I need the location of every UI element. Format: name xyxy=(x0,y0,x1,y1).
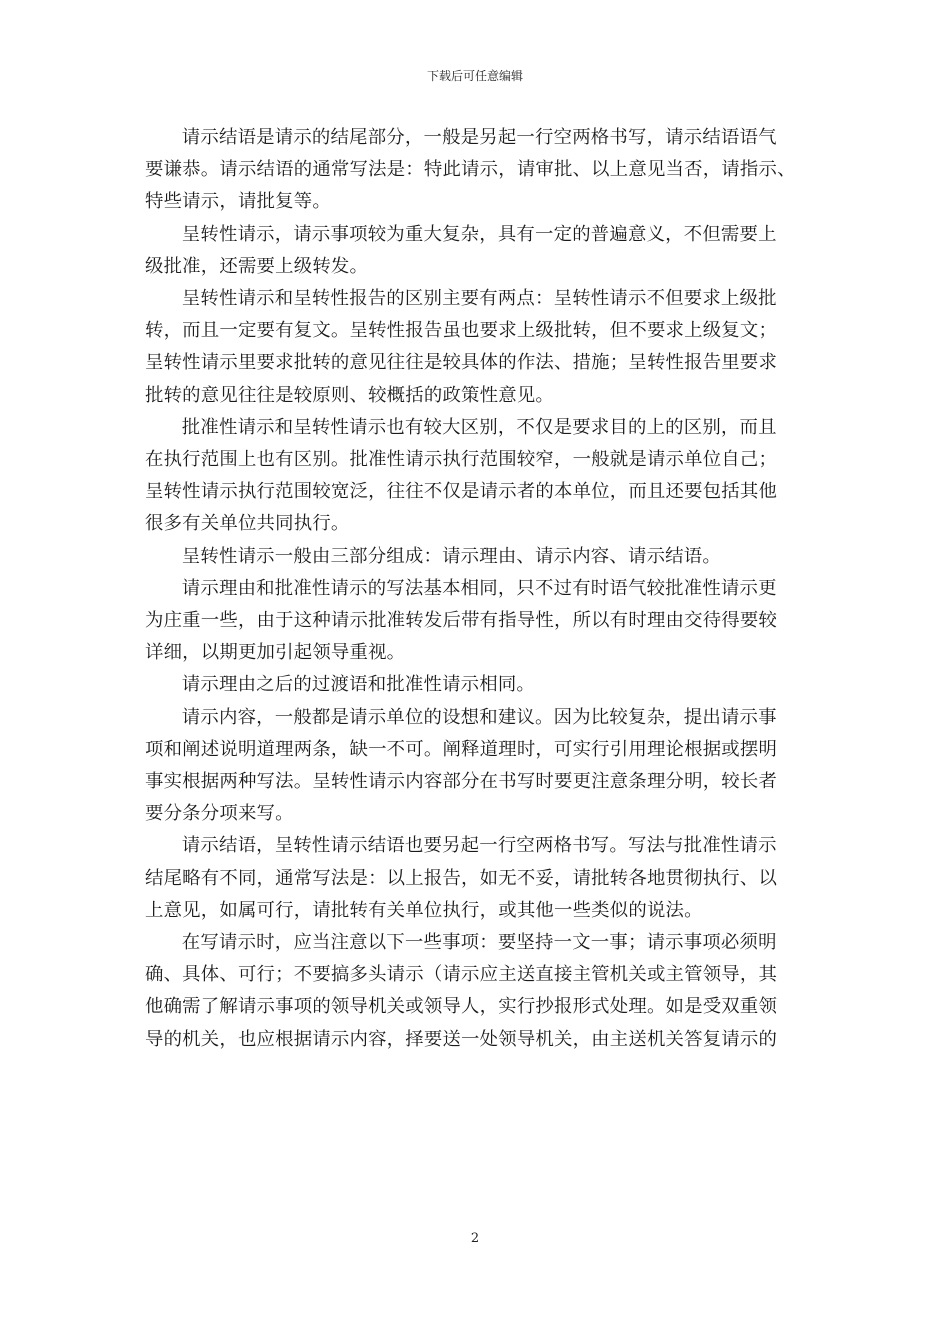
paragraph xyxy=(145,669,810,701)
text-line: 为庄重一些，由于这种请示批准转发后带有指导性，所以有时理由交待得要较 xyxy=(145,610,778,632)
text-line: 级批准，还需要上级转发。 xyxy=(145,255,369,277)
text-line: 事实根据两种写法。呈转性请示内容部分在书写时要更注意条理分明，较长者 xyxy=(145,771,778,793)
text-line: 请示理由之后的过渡语和批准性请示相同。 xyxy=(181,674,536,696)
paragraph xyxy=(145,412,810,541)
text-line: 上意见，如属可行，请批转有关单位执行，或其他一些类似的说法。 xyxy=(145,899,703,921)
text-line: 请示结语，呈转性请示结语也要另起一行空两格书写。写法与批准性请示 xyxy=(181,835,777,857)
paragraph xyxy=(145,830,810,927)
text-line: 导的机关，也应根据请示内容，择要送一处领导机关，由主送机关答复请示的 xyxy=(145,1028,778,1050)
text-line: 请示内容，一般都是请示单位的设想和建议。因为比较复杂，提出请示事 xyxy=(181,706,777,728)
text-line: 特些请示，请批复等。 xyxy=(145,191,331,213)
text-line: 呈转性请示一般由三部分组成：请示理由、请示内容、请示结语。 xyxy=(181,545,721,567)
text-line: 呈转性请示和呈转性报告的区别主要有两点：呈转性请示不但要求上级批 xyxy=(181,288,777,310)
paragraph xyxy=(145,702,810,831)
text-line: 项和阐述说明道理两条，缺一不可。阐释道理时，可实行引用理论根据或摆明 xyxy=(145,738,778,760)
text-line: 呈转性请示，请示事项较为重大复杂，具有一定的普遍意义，不但需要上 xyxy=(181,223,777,245)
text-line: 请示结语是请示的结尾部分，一般是另起一行空两格书写，请示结语语气 xyxy=(181,127,777,148)
text-line: 在执行范围上也有区别。批准性请示执行范围较窄，一般就是请示单位自己； xyxy=(145,449,778,471)
document-body xyxy=(145,122,810,1056)
text-line: 呈转性请示里要求批转的意见往往是较具体的作法、措施；呈转性报告里要求 xyxy=(145,352,778,374)
page-header: 下载后可任意编辑 xyxy=(426,69,523,83)
text-line: 他确需了解请示事项的领导机关或领导人，实行抄报形式处理。如是受双重领 xyxy=(145,996,778,1018)
text-line: 转，而且一定要有复文。呈转性报告虽也要求上级批转，但不要求上级复文； xyxy=(145,320,778,342)
text-line: 结尾略有不同，通常写法是：以上报告，如无不妥，请批转各地贯彻执行、以 xyxy=(145,867,778,889)
paragraph xyxy=(145,927,810,1056)
text-line: 要谦恭。请示结语的通常写法是：特此请示，请审批、以上意见当否，请指示、 xyxy=(145,159,796,181)
text-line: 批转的意见往往是较原则、较概括的政策性意见。 xyxy=(145,384,554,406)
paragraph xyxy=(145,219,810,283)
text-line: 批准性请示和呈转性请示也有较大区别，不仅是要求目的上的区别，而且 xyxy=(181,416,777,438)
text-line: 在写请示时，应当注意以下一些事项：要坚持一文一事；请示事项必须明 xyxy=(181,932,777,954)
text-line: 请示理由和批准性请示的写法基本相同，只不过有时语气较批准性请示更 xyxy=(181,577,777,599)
paragraph xyxy=(145,573,810,670)
text-line: 很多有关单位共同执行。 xyxy=(145,513,350,535)
text-line: 详细，以期更加引起领导重视。 xyxy=(145,642,406,664)
text-line: 要分条分项来写。 xyxy=(145,803,294,825)
text-line: 确、具体、可行；不要搞多头请示（请示应主送直接主管机关或主管领导，其 xyxy=(145,964,778,986)
text-line: 呈转性请示执行范围较宽泛，往往不仅是请示者的本单位，而且还要包括其他 xyxy=(145,481,778,503)
paragraph xyxy=(145,122,810,219)
paragraph xyxy=(145,283,810,412)
page-number: 2 xyxy=(470,1231,480,1246)
paragraph xyxy=(145,541,810,573)
